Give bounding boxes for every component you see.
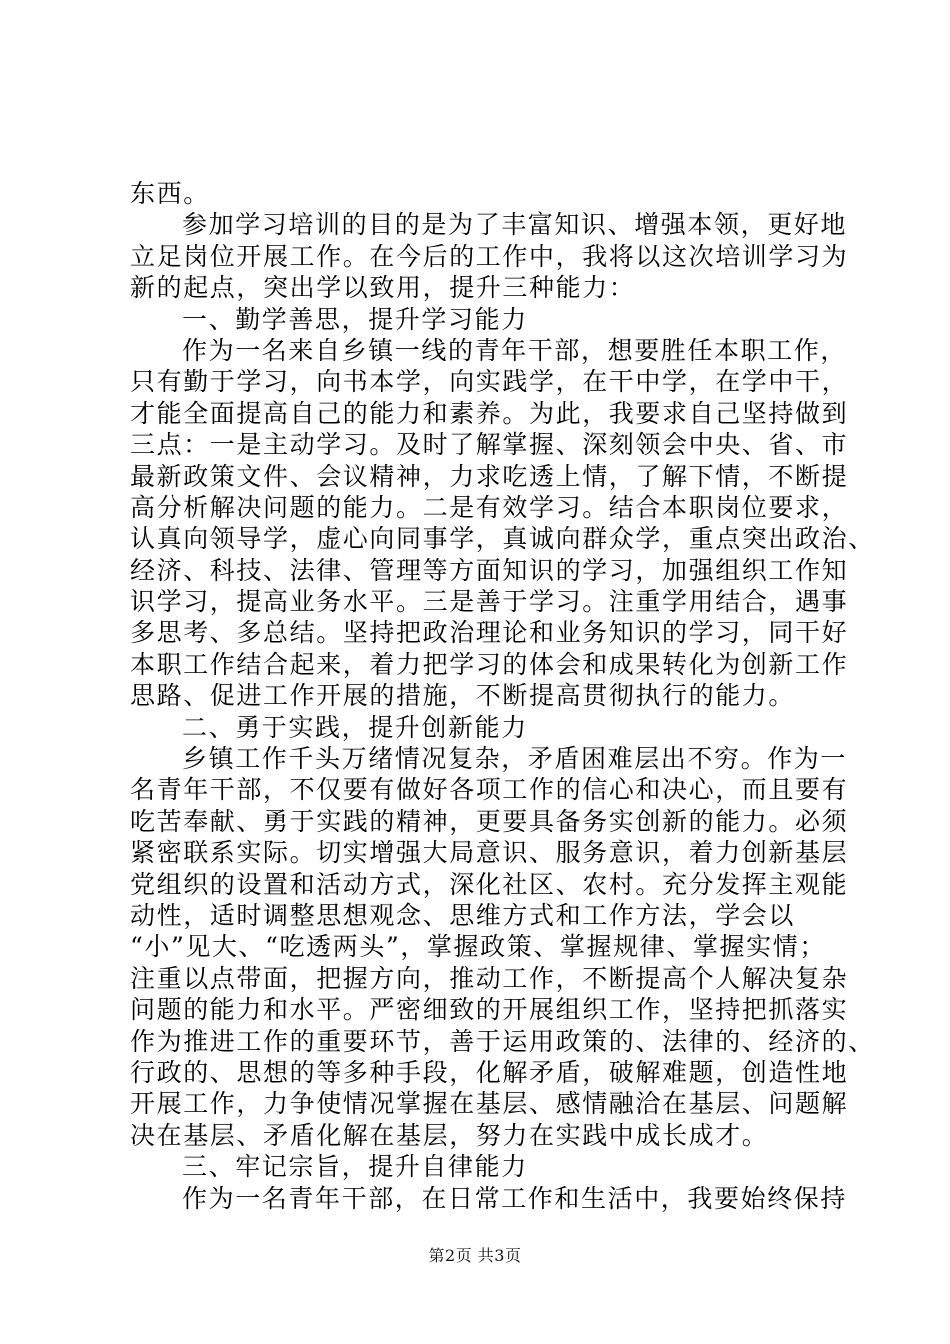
text-line: 紧密联系实际。切实增强大局意识、服务意识，着力创新基层 — [130, 838, 849, 868]
page-footer: 第2页 共3页 — [428, 1246, 522, 1265]
text-line: 识学习，提高业务水平。三是善于学习。注重学用结合，遇事 — [130, 587, 849, 617]
text-line: 三点：一是主动学习。及时了解掌握、深刻领会中央、省、市 — [130, 430, 849, 460]
text-line: 决在基层、矛盾化解在基层，努力在实践中成长成才。 — [130, 1120, 769, 1150]
text-line: 参加学习培训的目的是为了丰富知识、增强本领，更好地 — [182, 210, 848, 240]
text-line: 党组织的设置和活动方式，深化社区、农村。充分发挥主观能 — [130, 869, 849, 899]
text-line: 思路、促进工作开展的措施，不断提高贯彻执行的能力。 — [130, 681, 796, 711]
text-line: 经济、科技、法律、管理等方面知识的学习，加强组织工作知 — [130, 555, 849, 585]
text-line: 本职工作结合起来，着力把学习的体会和成果转化为创新工作 — [130, 649, 849, 679]
text-line: 高分析解决问题的能力。二是有效学习。结合本职岗位要求， — [130, 492, 849, 522]
text-line: 注重以点带面，把握方向，推动工作，不断提高个人解决复杂 — [130, 963, 849, 993]
text-line: 动性，适时调整思想观念、思维方式和工作方法，学会以 — [130, 900, 796, 930]
text-line: 只有勤于学习，向书本学，向实践学，在干中学，在学中干， — [130, 367, 849, 397]
text-line: 作为一名来自乡镇一线的青年干部，想要胜任本职工作， — [182, 335, 848, 365]
text-line: 作为推进工作的重要环节，善于运用政策的、法律的、经济的、 — [130, 1026, 875, 1056]
text-line: 才能全面提高自己的能力和素养。为此，我要求自己坚持做到 — [130, 398, 849, 428]
document-body — [130, 178, 875, 1214]
text-line: “小”见大、“吃透两头”，掌握政策、掌握规律、掌握实情； — [130, 932, 826, 962]
text-line: 二、勇于实践，提升创新能力 — [182, 712, 528, 742]
text-line: 一、勤学善思，提升学习能力 — [182, 304, 528, 334]
text-line: 三、牢记宗旨，提升自律能力 — [182, 1152, 528, 1182]
text-line: 乡镇工作千头万绪情况复杂，矛盾困难层出不穷。作为一 — [182, 744, 848, 774]
text-line: 最新政策文件、会议精神，力求吃透上情，了解下情，不断提 — [130, 461, 849, 491]
text-line: 开展工作，力争使情况掌握在基层、感情融洽在基层、问题解 — [130, 1089, 849, 1119]
text-line: 东西。 — [130, 179, 210, 208]
text-line: 作为一名青年干部，在日常工作和生活中，我要始终保持 — [182, 1183, 848, 1213]
text-line: 吃苦奉献、勇于实践的精神，更要具备务实创新的能力。必须 — [130, 806, 849, 836]
text-line: 认真向领导学，虚心向同事学，真诚向群众学，重点突出政治、 — [130, 524, 875, 554]
text-line: 问题的能力和水平。严密细致的开展组织工作，坚持把抓落实 — [130, 995, 849, 1025]
text-line: 行政的、思想的等多种手段，化解矛盾，破解难题，创造性地 — [130, 1057, 849, 1087]
text-line: 名青年干部，不仅要有做好各项工作的信心和决心，而且要有 — [130, 775, 849, 805]
text-line: 立足岗位开展工作。在今后的工作中，我将以这次培训学习为 — [130, 241, 849, 271]
text-line: 新的起点，突出学以致用，提升三种能力： — [130, 273, 636, 303]
text-line: 多思考、多总结。坚持把政治理论和业务知识的学习，同干好 — [130, 618, 849, 648]
